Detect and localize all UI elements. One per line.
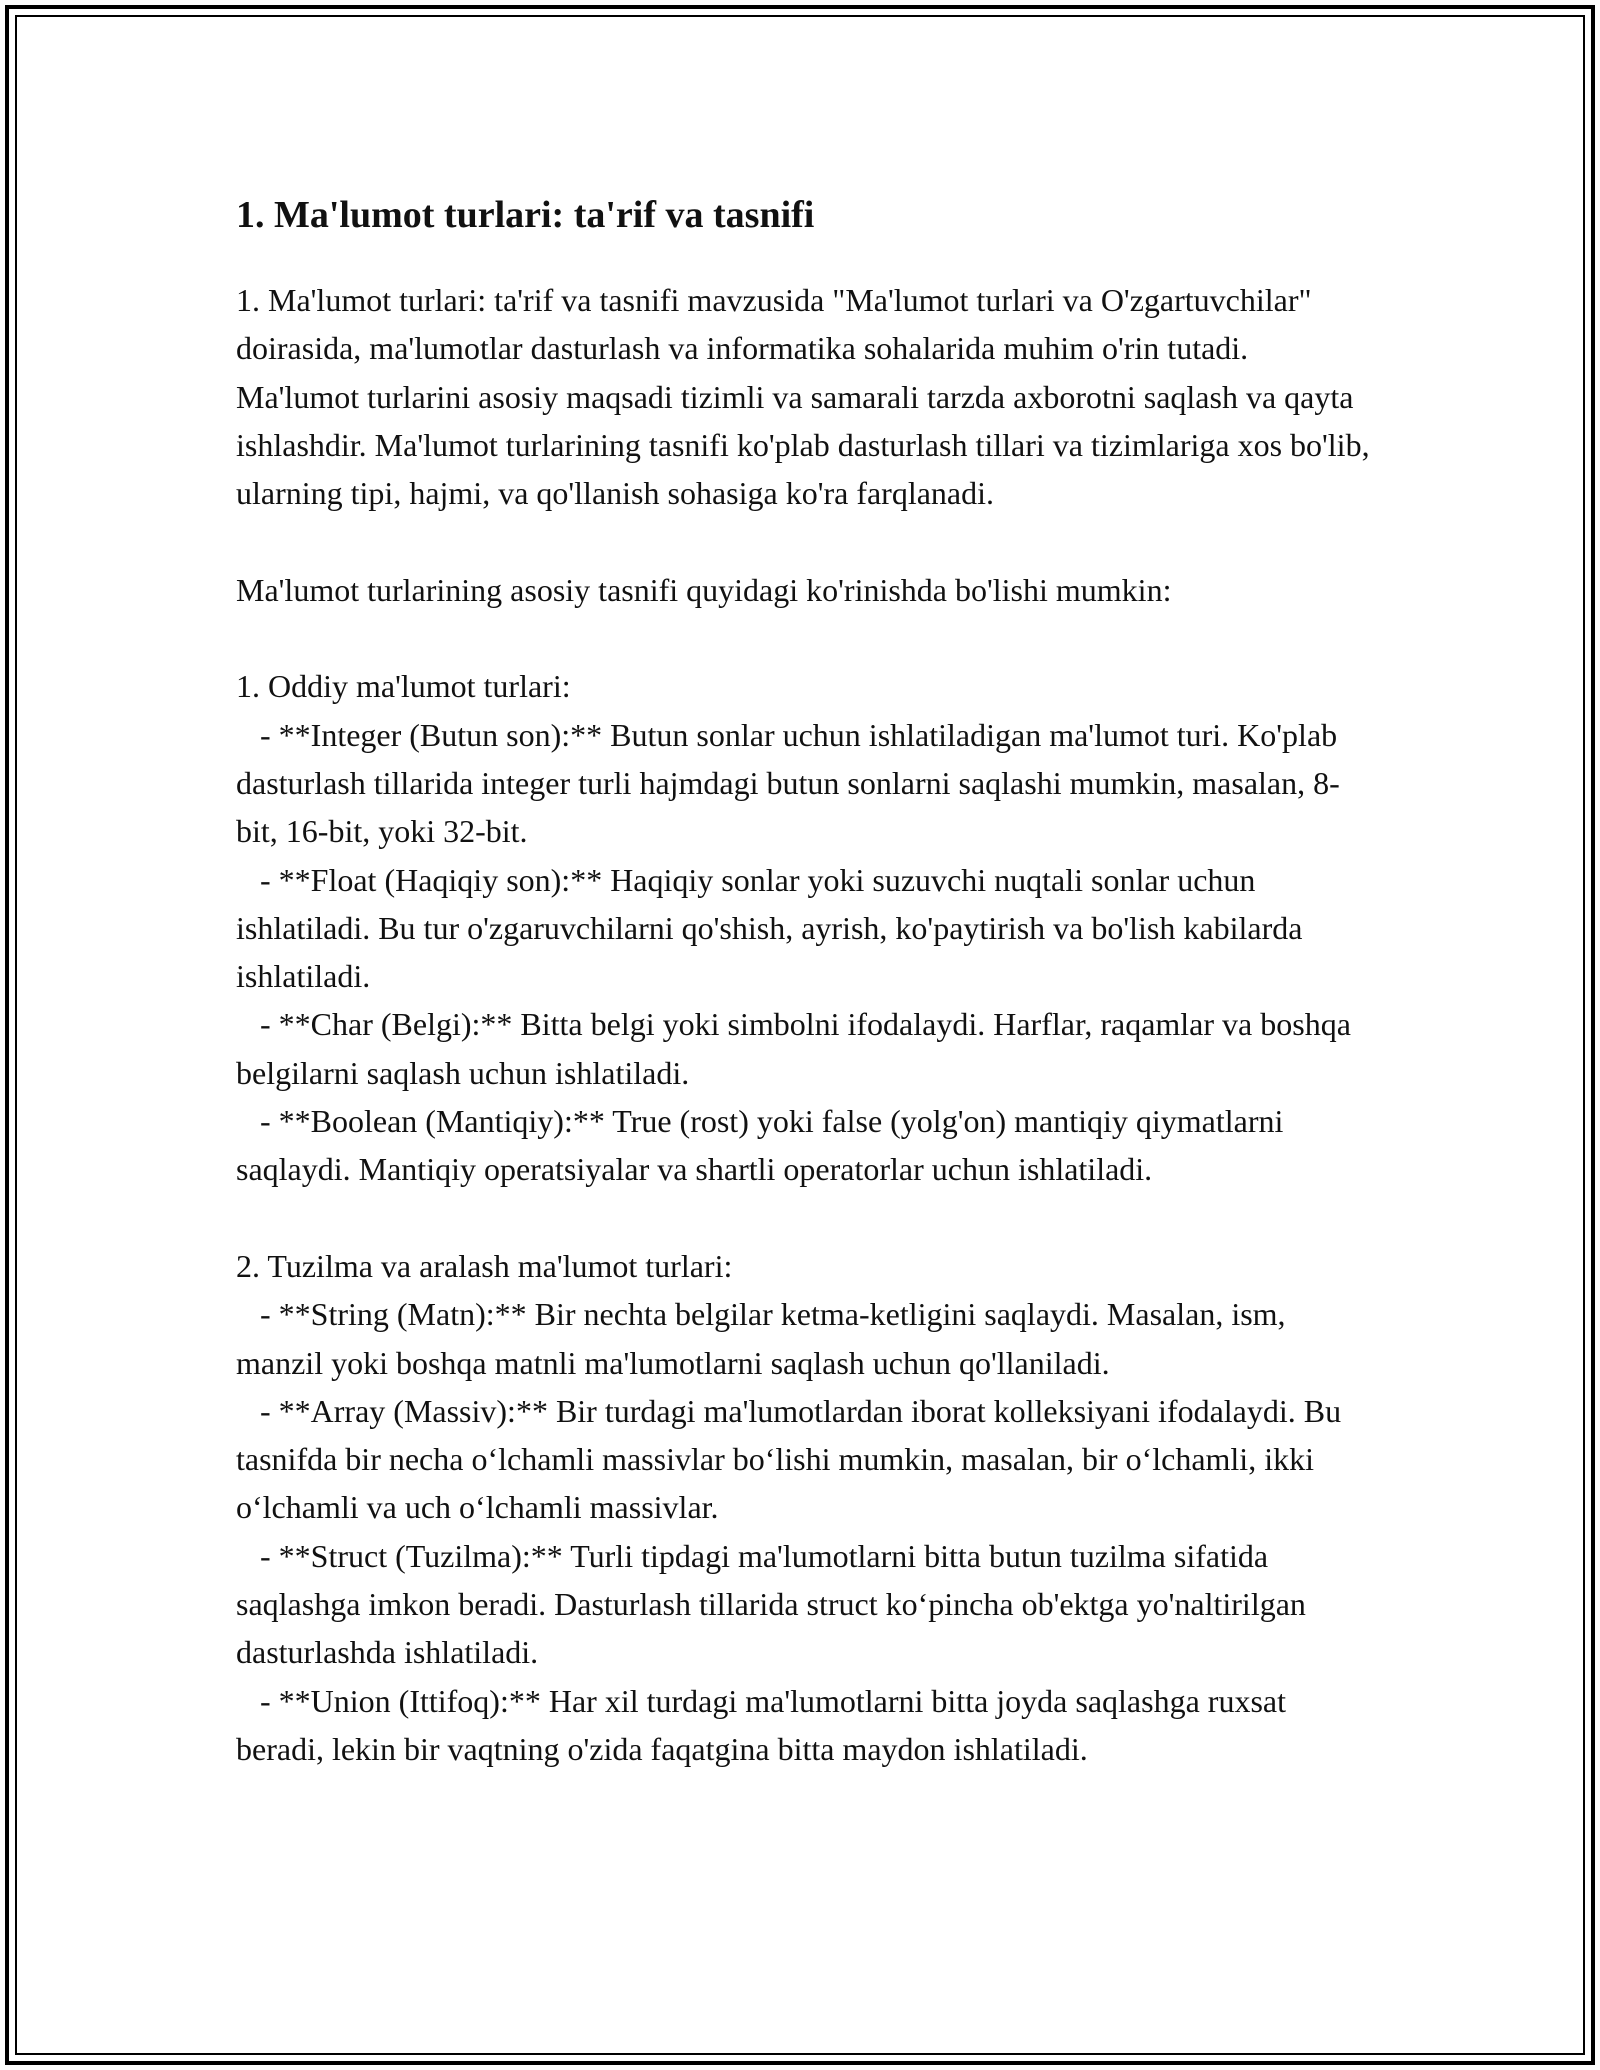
spacer [236, 1194, 1376, 1242]
intro-paragraph: 1. Ma'lumot turlari: ta'rif va tasnifi mavzusida "Ma'lumot turlari va O'zgartuvchilar" doirasida, ma'lumotlar dasturlash va informatika sohalarida muhim o'rin tutadi. Ma'lumot turlarini asosiy maqsadi tizimli va samarali tarzda axborotni saqlash va qayta ishlashdir. Ma'lumot turlarining tasnifi ko'plab dasturlash tillari va tizimlariga xos bo'lib, ularning tipi, hajmi, va qo'llanish sohasiga ko'ra farqlanadi. [236, 282, 1378, 512]
document-body [236, 182, 1376, 1773]
section-simple-types [236, 662, 1376, 1193]
list-item-char: - **Char (Belgi):** Bitta belgi yoki simbolni ifodalaydi. Harflar, raqamlar va boshqa belgilarni saqlash uchun ishlatiladi. [236, 1006, 1359, 1091]
spacer [236, 517, 1376, 565]
list-item-string: - **String (Matn):** Bir nechta belgilar ketma-ketligini saqlaydi. Masalan, ism, manzil yoki boshqa matnli ma'lumotlarni saqlash uchun qo'llaniladi. [236, 1296, 1294, 1381]
section-title: 1. Oddiy ma'lumot turlari: [236, 668, 571, 705]
section-title: 2. Tuzilma va aralash ma'lumot turlari: [236, 1247, 733, 1284]
spacer [236, 614, 1376, 662]
list-item-integer: - **Integer (Butun son):** Butun sonlar uchun ishlatiladigan ma'lumot turi. Ko'plab dasturlash tillarida integer turli hajmdagi butun sonlarni saqlashi mumkin, masalan, 8-bit, 16-bit, yoki 32-bit. [236, 716, 1346, 850]
list-item-array: - **Array (Massiv):** Bir turdagi ma'lumotlardan iborat kolleksiyani ifodalaydi. Bu tasnifda bir necha o‘lchamli massivlar bo‘lishi mumkin, masalan, bir o‘lchamli, ikki o‘lchamli va uch o‘lchamli massivlar. [236, 1392, 1350, 1526]
list-item-struct: - **Struct (Tuzilma):** Turli tipdagi ma'lumotlarni bitta butun tuzilma sifatida saqlashga imkon beradi. Dasturlash tillarida struct ko‘pincha ob'ektga yo'naltirilgan dasturlashda ishlatiladi. [236, 1537, 1314, 1671]
list-item-boolean: - **Boolean (Mantiqiy):** True (rost) yoki false (yolg'on) mantiqiy qiymatlarni saqlaydi. Mantiqiy operatsiyalar va shartli operatorlar uchun ishlatiladi. [236, 1103, 1292, 1188]
classification-intro: Ma'lumot turlarining asosiy tasnifi quyidagi ko'rinishda bo'lishi mumkin: [236, 571, 1172, 608]
section-compound-types [236, 1242, 1376, 1773]
list-item-float: - **Float (Haqiqiy son):** Haqiqiy sonlar yoki suzuvchi nuqtali sonlar uchun ishlatiladi. Bu tur o'zgaruvchilarni qo'shish, ayrish, ko'paytirish va bo'lish kabilarda ishlatiladi. [236, 861, 1311, 995]
section-heading: 1. Ma'lumot turlari: ta'rif va tasnifi [236, 194, 815, 236]
list-item-union: - **Union (Ittifoq):** Har xil turdagi ma'lumotlarni bitta joyda saqlashga ruxsat beradi, lekin bir vaqtning o'zida faqatgina bitta maydon ishlatiladi. [236, 1682, 1294, 1767]
